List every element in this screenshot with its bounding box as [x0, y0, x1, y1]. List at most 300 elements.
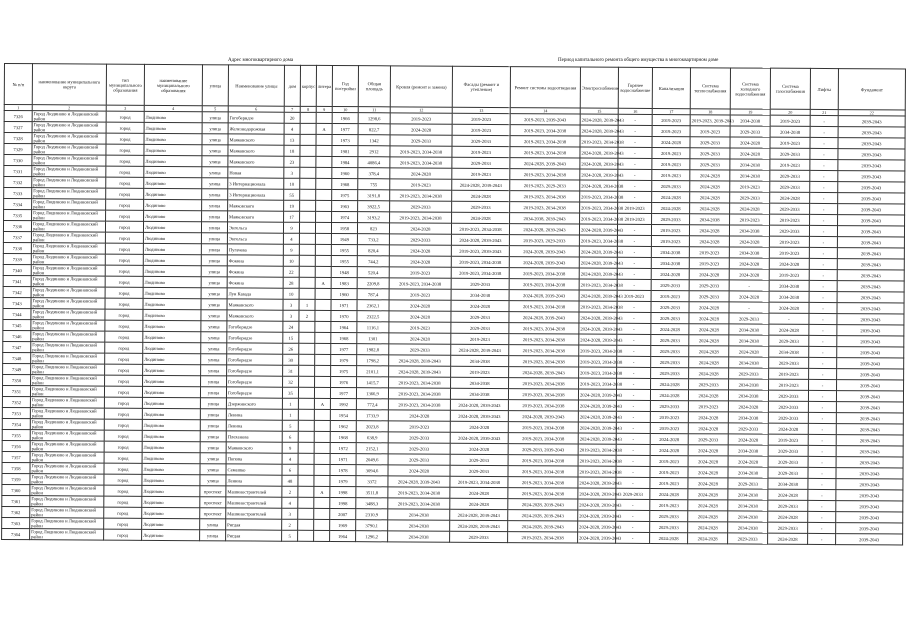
cell-id: 7327 [4, 122, 32, 133]
cell-litera [314, 387, 330, 398]
cell-c20: 2034-2038 [768, 478, 808, 489]
cell-c15: 2019-2023, 2034-2038 [579, 301, 617, 312]
cell-c21: - [810, 214, 838, 225]
cell-type: город [105, 331, 143, 342]
cell-district: Город Людиново и Людиновский район [31, 320, 105, 331]
cell-street: Гогоберидзе [227, 365, 283, 376]
column-number: 6 [228, 106, 284, 112]
column-number: 4 [144, 105, 202, 111]
cell-c12: 2024-2028 [389, 256, 451, 267]
cell-c22: 2039-2043 [836, 501, 903, 512]
cell-c18: 2024-2028 [690, 170, 730, 181]
cell-id: 7328 [4, 133, 32, 144]
cell-district: Город Людиново и Людиновский район [30, 485, 104, 496]
cell-korpus [299, 376, 315, 387]
cell-c22: 2039-2043 [836, 457, 903, 468]
cell-c15: 2024-2028, 2039-2043 [578, 411, 616, 422]
cell-house: 24 [283, 321, 299, 332]
column-header: Электроснабжение [580, 67, 618, 108]
cell-c12: 2019-2023 [389, 289, 451, 300]
column-header: Общая площадь [358, 66, 390, 107]
cell-c14: 2019-2023, 2034-2038 [509, 279, 579, 290]
cell-town: Людиново [142, 463, 200, 474]
cell-house: 1 [282, 409, 298, 420]
cell-street-type: улица [202, 211, 228, 222]
cell-id: 7359 [2, 473, 30, 484]
cell-district: Город Людиново и Людиновский район [30, 430, 104, 441]
cell-town: Людиново [142, 518, 200, 529]
cell-c16: - [618, 169, 652, 180]
cell-c18: 2024-2028 [688, 522, 728, 533]
cell-id: 7349 [3, 363, 31, 374]
cell-c13: 2024-2028 [452, 190, 510, 201]
cell-street-type: улица [201, 222, 227, 233]
cell-area: 823 [357, 223, 389, 234]
cell-street-type: улица [201, 365, 227, 376]
column-header: Год постройки [332, 66, 358, 107]
cell-street-type: улица [200, 387, 226, 398]
cell-street: Машиностроителей [226, 497, 282, 508]
cell-c14: 2024-2028, 2039-2043 [509, 257, 579, 268]
cell-street: Дзержинского [226, 398, 282, 409]
cell-area: 3193,2 [358, 212, 390, 223]
column-number: 22 [838, 110, 905, 116]
cell-c21: - [808, 522, 836, 533]
cell-id: 7363 [2, 517, 30, 528]
cell-korpus [299, 288, 315, 299]
cell-type: город [105, 276, 143, 287]
cell-c17: 2024-2028 [651, 323, 689, 334]
cell-c19: 2024-2028 [730, 137, 770, 148]
cell-litera [314, 442, 330, 453]
cell-c20: 2029-2033 [769, 335, 809, 346]
cell-c18: 2029-2033 [689, 379, 729, 390]
cell-district: Город Людиново и Людиновский район [31, 276, 105, 287]
cell-c15: 2019-2023, 2034-2038 [579, 279, 617, 290]
cell-district: Город Людиново и Людиновский район [32, 188, 106, 199]
cell-town: Людиново [144, 177, 202, 188]
cell-area: 1296,2 [356, 531, 388, 542]
cell-street: Новая [228, 167, 284, 178]
cell-korpus [298, 409, 314, 420]
cell-type: город [105, 353, 143, 364]
cell-c13: 2024-2028, 2039-2043 [450, 410, 508, 421]
cell-town: Людиново [142, 496, 200, 507]
cell-district: Город Людиново и Людиновский район [32, 177, 106, 188]
cell-c22: 2039-2043 [836, 534, 903, 545]
cell-c17: 2029-2033 [651, 312, 689, 323]
cell-c21: - [809, 335, 837, 346]
column-header: Фасады (ремонт и утепление) [452, 66, 510, 107]
cell-c16: 2019-2023 [618, 213, 652, 224]
cell-c12: 2019-2023, 2034-2038 [388, 399, 450, 410]
cell-c14: 2019-2023, 2034-2038 [509, 356, 579, 367]
cell-district: Город Людиново и Людиновский район [30, 463, 104, 474]
cell-c14: 2019-2023, 2034-2038 [508, 422, 578, 433]
cell-korpus [300, 211, 316, 222]
cell-house: 19 [284, 200, 300, 211]
cell-house: 30 [283, 354, 299, 365]
column-number: 16 [618, 108, 652, 114]
cell-c20: 2019-2023 [770, 115, 810, 126]
cell-id: 7330 [4, 155, 32, 166]
cell-area: 638,9 [356, 432, 388, 443]
cell-c13: 2029-2033 [451, 311, 509, 322]
cell-litera [314, 530, 330, 541]
cell-c13: 2029-2033 [452, 157, 510, 168]
cell-type: город [106, 111, 144, 122]
cell-c19: 2029-2033 [728, 478, 768, 489]
cell-c20: 2029-2033 [768, 401, 808, 412]
cell-house: 4 [282, 497, 298, 508]
cell-area: 2322,5 [357, 311, 389, 322]
column-header: Кровля (ремонт и замена) [390, 66, 452, 107]
cell-korpus [299, 266, 315, 277]
cell-area: 2310,9 [356, 509, 388, 520]
cell-c13: 2034-2038 [451, 377, 509, 388]
cell-district: Город Людиново и Людиновский район [30, 419, 104, 430]
cell-litera [315, 233, 331, 244]
cell-c17: 2019-2023 [650, 455, 688, 466]
cell-c21: - [808, 500, 836, 511]
cell-house: 9 [283, 222, 299, 233]
cell-c19: 2024-2028 [730, 148, 770, 159]
cell-type: город [104, 485, 142, 496]
cell-c22: 2039-2043 [838, 138, 905, 149]
cell-c15: 2019-2023, 2034-2038 [580, 191, 618, 202]
cell-street-type: улица [200, 442, 226, 453]
cell-year: 1948 [331, 267, 357, 278]
cell-street-type: улица [200, 398, 226, 409]
cell-litera [314, 475, 330, 486]
cell-year: 2007 [330, 508, 356, 519]
cell-c22: 2039-2043 [838, 160, 905, 171]
cell-c12: 2034-2038 [388, 520, 450, 531]
cell-c19: 2034-2038 [730, 115, 770, 126]
cell-area: 1301 [357, 333, 389, 344]
cell-street-type: улица [202, 156, 228, 167]
cell-c16: - [618, 180, 652, 191]
cell-id: 7355 [2, 429, 30, 440]
cell-c21: - [810, 203, 838, 214]
cell-town: Людиново [144, 155, 202, 166]
cell-c20: 2029-2033 [770, 170, 810, 181]
cell-litera [315, 310, 331, 321]
cell-litera [315, 365, 331, 376]
cell-c12: 2029-2033 [388, 454, 450, 465]
column-number: 14 [510, 108, 580, 114]
cell-house: 4 [284, 123, 300, 134]
cell-c16: - [617, 301, 651, 312]
cell-c19: 2034-2038 [729, 225, 769, 236]
cell-korpus [298, 486, 314, 497]
cell-town: Людиново [142, 397, 200, 408]
cell-c17: 2029-2033 [652, 213, 690, 224]
cell-c20: 2029-2033 [768, 445, 808, 456]
cell-c18: 2024-2028 [688, 478, 728, 489]
cell-year: 1972 [330, 442, 356, 453]
cell-c20: 2034-2038 [770, 126, 810, 137]
cell-c14: 2019-2023, 2034-2038 [508, 389, 578, 400]
cell-c20: 2019-2023 [769, 368, 809, 379]
cell-c16: - [617, 235, 651, 246]
cell-type: город [106, 210, 144, 221]
cell-street: Ригдая [226, 519, 282, 530]
cell-litera [316, 178, 332, 189]
cell-street: 3 Интернационала [228, 178, 284, 189]
cell-street: Ленина [226, 475, 282, 486]
cell-house: 28 [283, 277, 299, 288]
cell-c19: - [729, 280, 769, 291]
cell-c19: 2024-2028 [728, 456, 768, 467]
cell-c15: 2024-2028, 2039-2043 [578, 400, 616, 411]
cell-id: 7348 [3, 352, 31, 363]
cell-c19: - [729, 302, 769, 313]
cell-id: 7356 [2, 440, 30, 451]
cell-town: Людиново [143, 320, 201, 331]
cell-c17: 2024-2028 [650, 433, 688, 444]
cell-c16: - [617, 224, 651, 235]
cell-c20: 2019-2023 [769, 269, 809, 280]
cell-c18: 2024-2028 [688, 467, 728, 478]
cell-id: 7331 [4, 166, 32, 177]
cell-c22: 2039-2043 [837, 237, 904, 248]
cell-town: Людиново [143, 331, 201, 342]
cell-street: Энгельса [227, 233, 283, 244]
cell-c20: 2029-2033 [768, 390, 808, 401]
cell-c14: 2019-2023, 2034-2038 [510, 147, 580, 158]
cell-town: Людиново [143, 342, 201, 353]
cell-town: Людиново [143, 353, 201, 364]
cell-litera [315, 376, 331, 387]
cell-id: 7347 [3, 341, 31, 352]
cell-c16: - [617, 378, 651, 389]
cell-c21: - [810, 192, 838, 203]
cell-c15: 2024-2028, 2034-2038 [580, 180, 618, 191]
cell-c15: 2024-2028, 2039-2043 [579, 246, 617, 257]
column-header: Лифты [810, 68, 838, 109]
cell-year: 1974 [332, 212, 358, 223]
cell-type: город [105, 232, 143, 243]
cell-house: 15 [283, 332, 299, 343]
cell-c14: 2024-2028, 2039-2043 [509, 246, 579, 257]
cell-c21: - [808, 467, 836, 478]
cell-c20: 2019-2023 [770, 214, 810, 225]
cell-c12: 2019-2023 [389, 322, 451, 333]
column-header: наименование муниципального округа [32, 64, 106, 105]
cell-year: 1998 [330, 497, 356, 508]
cell-korpus [300, 112, 316, 123]
cell-c17: 2029-2033 [651, 356, 689, 367]
cell-street-type: улица [201, 255, 227, 266]
column-number: 20 [770, 109, 810, 115]
cell-c22: 2039-2043 [837, 325, 904, 336]
cell-street-type: улица [202, 167, 228, 178]
cell-c17: 2019-2023 [652, 114, 690, 125]
cell-id: 7353 [2, 407, 30, 418]
cell-c17: 2024-2028 [650, 444, 688, 455]
cell-c18: 2029-2033 [690, 148, 730, 159]
cell-c21: - [810, 115, 838, 126]
cell-c13: 2024-2028 [450, 443, 508, 454]
cell-c18: 2024-2028 [688, 456, 728, 467]
cell-area: 1415,7 [357, 377, 389, 388]
cell-c12: 2019-2023, 2034-2038 [390, 146, 452, 157]
cell-c18: 2019-2023 [688, 401, 728, 412]
cell-year: 1968 [332, 179, 358, 190]
cell-house: 6 [282, 464, 298, 475]
cell-c21: - [808, 412, 836, 423]
cell-street-type: улица [200, 530, 226, 541]
cell-c19: 2034-2038 [730, 159, 770, 170]
cell-c17: 2029-2033 [651, 334, 689, 345]
cell-street: Луи Кавада [227, 288, 283, 299]
cell-id: 7329 [4, 144, 32, 155]
cell-c12: 2019-2023, 2034-2038 [390, 190, 452, 201]
cell-c21: - [809, 313, 837, 324]
cell-c21: - [809, 379, 837, 390]
cell-korpus [299, 233, 315, 244]
cell-c17: 2029-2033 [651, 345, 689, 356]
cell-litera [314, 497, 330, 508]
cell-c21: - [810, 148, 838, 159]
cell-c20: 2034-2038 [769, 346, 809, 357]
cell-korpus [300, 145, 316, 156]
cell-c14: 2024-2028, 2039-2043 [508, 499, 578, 510]
cell-c17: 2019-2023 [652, 169, 690, 180]
cell-c14: 2019-2023, 2034-2038 [510, 191, 580, 202]
cell-korpus [300, 200, 316, 211]
cell-c13: 2024-2028, 2039-2043 [451, 234, 509, 245]
cell-c16: - [616, 422, 650, 433]
cell-year: 1981 [332, 146, 358, 157]
cell-district: Город Людиново и Людиновский район [32, 199, 106, 210]
cell-district: Город Людиново и Людиновский район [30, 529, 104, 540]
cell-id: 7336 [3, 221, 31, 232]
cell-year: 1968 [331, 333, 357, 344]
cell-c16: - [616, 510, 650, 521]
cell-area: 1366,9 [356, 388, 388, 399]
cell-c13: 2019-2023 [451, 366, 509, 377]
cell-c18: 2019-2023 [689, 247, 729, 258]
cell-area: 3511,8 [356, 487, 388, 498]
cell-id: 7352 [2, 396, 30, 407]
cell-year: 1954 [330, 410, 356, 421]
cell-c14: 2019-2023, 2034-2038 [508, 532, 578, 543]
cell-c13: 2024-2028 [450, 487, 508, 498]
cell-street-type: улица [201, 299, 227, 310]
cell-c19: 2019-2023 [730, 181, 770, 192]
cell-c20: 2019-2023 [770, 159, 810, 170]
cell-litera [315, 222, 331, 233]
cell-c20: 2024-2028 [769, 324, 809, 335]
cell-year: 1960 [331, 289, 357, 300]
cell-town: Людиново [143, 276, 201, 287]
cell-c18: 2024-2028 [688, 423, 728, 434]
cell-type: город [105, 243, 143, 254]
cell-street-type: улица [201, 233, 227, 244]
cell-type: город [106, 188, 144, 199]
cell-c19: 2029-2033 [728, 423, 768, 434]
cell-c21: - [809, 291, 837, 302]
cell-street-type: улица [202, 134, 228, 145]
cell-c17: 2034-2038 [651, 246, 689, 257]
cell-c17: 2019-2023 [652, 125, 690, 136]
column-header: Система газоснабжения [770, 68, 810, 109]
cell-district: Город Людиново и Людиновский район [31, 298, 105, 309]
cell-year: 1958 [331, 223, 357, 234]
cell-type: город [105, 254, 143, 265]
cell-c15: 2019-2023, 2034-2038 [579, 356, 617, 367]
cell-c12: 2029-2033 [388, 443, 450, 454]
cell-c19: 2029-2033 [730, 126, 770, 137]
cell-year: 1969 [330, 519, 356, 530]
cell-c21: - [808, 456, 836, 467]
cell-c18: 2029-2033 [688, 434, 728, 445]
column-header: корпус [300, 65, 316, 106]
cell-street: Маяковского [228, 211, 284, 222]
cell-c15: 2024-2028, 2039-2043 [580, 147, 618, 158]
column-number: 21 [810, 109, 838, 115]
cell-c20: 2029-2033 [768, 456, 808, 467]
cell-area: 2912 [358, 146, 390, 157]
cell-korpus [298, 508, 314, 519]
cell-c13: 2019-2023 [452, 146, 510, 157]
cell-c13: 2029-2033 [450, 454, 508, 465]
cell-c22: 2039-2043 [838, 215, 905, 226]
cell-c18: 2024-2028 [689, 368, 729, 379]
cell-c15: 2019-2023, 2034-2038 [579, 378, 617, 389]
cell-street: Ленина [226, 409, 282, 420]
column-number: 12 [390, 107, 452, 113]
cell-c15: 2024-2028, 2039-2043 [580, 114, 618, 125]
cell-c16: - [617, 279, 651, 290]
column-header: Канализация [652, 67, 690, 108]
cell-c18: 2029-2033 [690, 137, 730, 148]
cell-town: Людиново [144, 133, 202, 144]
cell-c13: 2019-2023, 2039-2043 [451, 245, 509, 256]
cell-house: 3 [283, 299, 299, 310]
cell-area: 2049,6 [356, 454, 388, 465]
cell-house: 26 [283, 343, 299, 354]
cell-c18: 2024-2028 [689, 335, 729, 346]
cell-korpus [298, 431, 314, 442]
cell-c16: - [618, 147, 652, 158]
cell-c20: 2024-2028 [769, 302, 809, 313]
cell-area: 3922,5 [358, 201, 390, 212]
cell-c20: 2029-2033 [770, 203, 810, 214]
cell-id: 7351 [2, 385, 30, 396]
cell-korpus [298, 442, 314, 453]
cell-c15: 2019-2023, 2034-2038 [579, 367, 617, 378]
cell-c13: 2024-2028, 2039-2043 [450, 399, 508, 410]
cell-c18: 2034-2038 [690, 214, 730, 225]
cell-district: Город Людиново и Людиновский район [30, 496, 104, 507]
cell-litera [314, 453, 330, 464]
cell-c16: - [618, 114, 652, 125]
cell-street: Железнодорожная [228, 123, 284, 134]
cell-c16: - [618, 125, 652, 136]
column-number: 2 [32, 105, 106, 111]
cell-street: Маяковского [226, 442, 282, 453]
cell-street-type: улица [200, 464, 226, 475]
cell-c13: 2024-2028, 2039-2043 [451, 344, 509, 355]
cell-c21: - [809, 258, 837, 269]
cell-district: Город Людиново и Людиновский район [30, 507, 104, 518]
header-row [4, 64, 905, 111]
cell-street-type: улица [201, 332, 227, 343]
cell-year: 1983 [331, 278, 357, 289]
